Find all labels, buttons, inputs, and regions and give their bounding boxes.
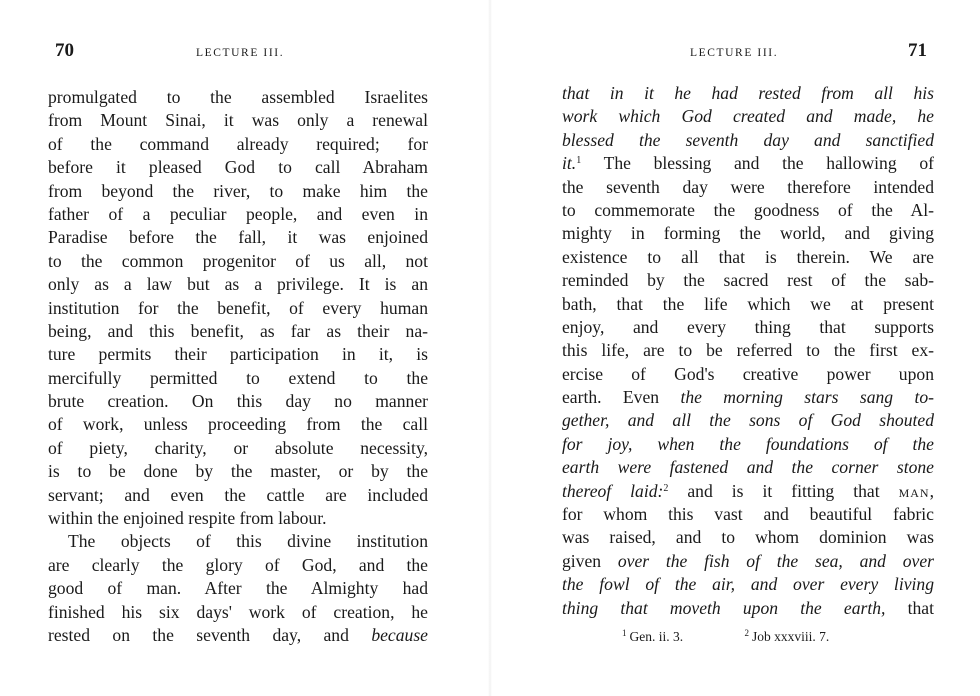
footnote: [745, 629, 830, 644]
text-segment: that: [885, 597, 934, 618]
footnote-mark: 1: [622, 628, 627, 638]
text-segment: given: [562, 550, 618, 571]
footnote-text: Job xxxviii. 7.: [752, 629, 830, 644]
text-line: brute creation. On this day no manner: [48, 391, 428, 412]
text-line: [562, 550, 934, 573]
text-line: this life, are to be referred to the first ex-: [562, 340, 934, 361]
small-caps-text: MAN: [898, 485, 930, 500]
text-line: from Mount Sinai, it was only a renewal: [48, 110, 428, 131]
footnote: [622, 629, 683, 644]
text-line: earth were fastened and the corner stone: [562, 457, 934, 478]
text-line: of the command already required; for: [48, 133, 428, 154]
right-page: [490, 0, 980, 696]
text-line: of piety, charity, or absolute necessity,: [48, 437, 428, 458]
text-line: mighty in forming the world, and giving: [562, 223, 934, 244]
text-line: the seventh day were therefore intended: [562, 176, 934, 197]
text-line: enjoy, and every thing that supports: [562, 316, 934, 337]
text-line: reminded by the sacred rest of the sab-: [562, 270, 934, 291]
italic-text: thing that moveth upon the earth,: [562, 597, 886, 618]
text-line: promulgated to the assembled Israelites: [48, 87, 428, 107]
running-head: LECTURE III.: [690, 47, 779, 59]
text-line: work which God created and made, he: [562, 106, 934, 127]
text-line: institution for the benefit, of every human: [48, 297, 428, 318]
text-line: good of man. After the Almighty had: [48, 578, 428, 599]
text-line: ture permits their participation in it, is: [48, 344, 428, 365]
text-line: blessed the seventh day and sanctified: [562, 129, 934, 150]
footnote-ref: 1: [576, 155, 582, 167]
text-segment: rested on the seventh day, and: [48, 624, 349, 645]
text-line: Paradise before the fall, it was enjoined: [48, 227, 428, 248]
text-line: before it pleased God to call Abraham: [48, 157, 428, 178]
page-number: 70: [55, 40, 74, 61]
text-line: for whom this vast and beautiful fabric: [562, 504, 934, 525]
text-line: ercise of God's creative power upon: [562, 363, 934, 384]
text-line: mercifully permitted to extend to the: [48, 367, 428, 388]
text-line: are clearly the glory of God, and the: [48, 554, 428, 575]
text-segment: The blessing and the hallowing of: [581, 153, 934, 174]
text-line: was raised, and to whom dominion was: [562, 527, 934, 548]
footnote-ref: 2: [663, 482, 669, 494]
text-line: that in it he had rested from all his: [562, 83, 934, 103]
footnote-text: Gen. ii. 3.: [629, 629, 684, 644]
italic-text: over the fish of the sea, and over: [617, 550, 934, 571]
text-line: to the common progenitor of us all, not: [48, 250, 428, 271]
text-line: for joy, when the foundations of the: [562, 433, 934, 454]
running-head: LECTURE III.: [196, 47, 285, 59]
italic-text: the morning stars sang to-: [680, 387, 934, 408]
text-line: [562, 152, 934, 175]
text-line: to commemorate the goodness of the Al-: [562, 199, 934, 220]
text-line: only as a law but as a privilege. It is an: [48, 274, 428, 295]
footnotes: [622, 628, 829, 645]
text-line: [562, 480, 934, 503]
page-number: 71: [908, 40, 927, 61]
text-line: from beyond the river, to make him the: [48, 180, 428, 201]
text-line: [48, 624, 428, 647]
text-line: [562, 597, 934, 620]
text-line: father of a peculiar people, and even in: [48, 203, 428, 224]
text-segment: earth. Even: [562, 387, 681, 408]
text-line: is to be done by the master, or by the: [48, 461, 428, 482]
text-line: existence to all that is therein. We are: [562, 246, 934, 267]
text-line: gether, and all the sons of God shouted: [562, 410, 934, 431]
text-line: being, and this benefit, as far as their na-: [48, 320, 428, 341]
text-line: [562, 386, 934, 409]
text-line: bath, that the life which we at present: [562, 293, 934, 314]
text-line: of work, unless proceeding from the call: [48, 414, 428, 435]
text-segment: ,: [929, 480, 934, 501]
text-line: within the enjoined respite from labour.: [48, 508, 327, 529]
text-line: finished his six days' work of creation, he: [48, 601, 428, 622]
text-line: servant; and even the cattle are included: [48, 484, 428, 505]
italic-text: because: [371, 624, 428, 645]
italic-text: it.: [562, 153, 577, 174]
footnote-mark: 2: [744, 628, 749, 638]
body-text: [562, 82, 934, 620]
text-line: The objects of this divine institution: [68, 531, 428, 552]
text-line: the fowl of the air, and over every living: [562, 574, 934, 595]
italic-text: thereof laid:: [562, 480, 664, 501]
body-text: [48, 86, 428, 647]
text-segment: and is it fitting that: [668, 480, 899, 501]
